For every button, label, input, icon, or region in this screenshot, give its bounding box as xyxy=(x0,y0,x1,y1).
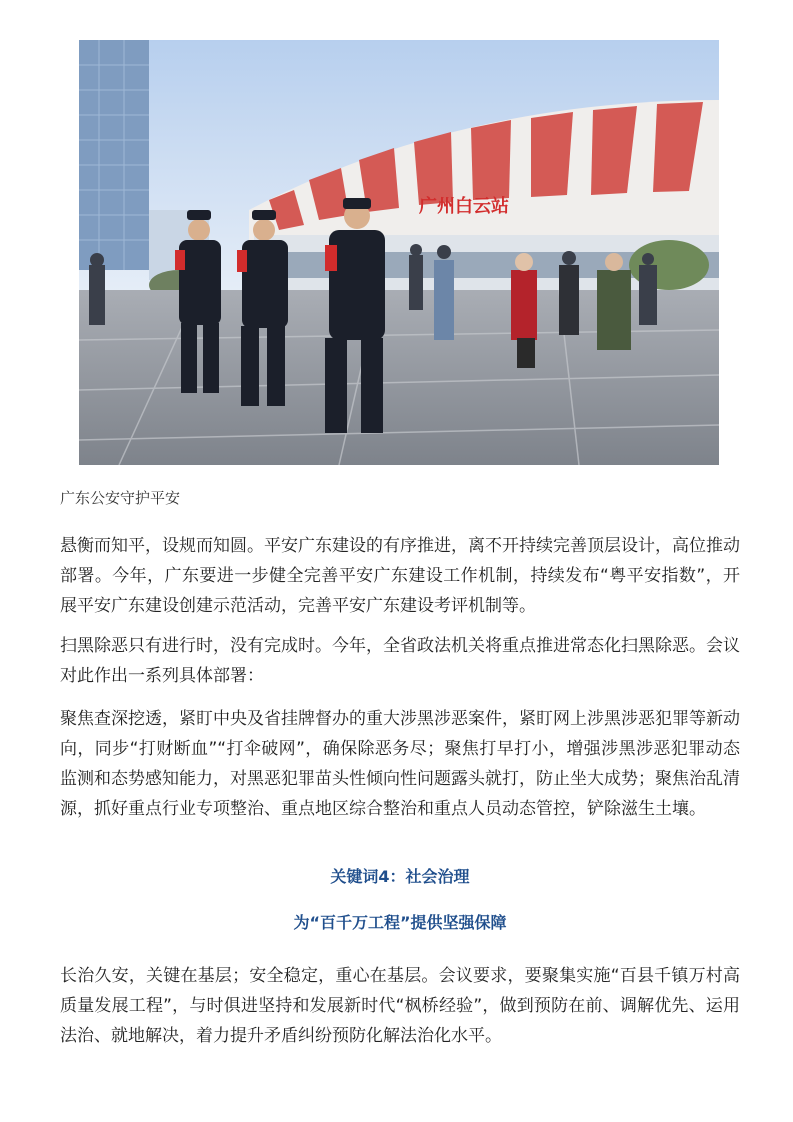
paragraph-anti-crime: 扫黑除恶只有进行时，没有完成时。今年，全省政法机关将重点推进常态化扫黑除恶。会议对此作出一系列具体部署： xyxy=(60,636,740,686)
sub-heading: 为“百千万工程”提供坚强保障 xyxy=(293,913,507,932)
keyword-heading: 关键词4：社会治理 xyxy=(330,867,470,886)
station-sign: 广州白云站 xyxy=(419,196,509,217)
photo-caption: 广东公安守护平安 xyxy=(60,489,181,507)
paragraph-anti-crime-details: 聚焦查深挖透，紧盯中央及省挂牌督办的重大涉黑涉恶案件，紧盯网上涉黑涉恶犯罪等新动向，同步“打财断血”“打伞破网”，确保除恶务尽；聚焦打早打小，增强涉黑涉恶犯罪动态监测和态势感知能力，对黑恶犯罪苗头性倾向性问题露头就打，防止坐大成势；聚焦治乱清源，抓好重点行业专项整治、重点地区综合整治和重点人员动态管控，铲除滋生土壤。 xyxy=(60,709,740,819)
news-photo xyxy=(79,40,719,465)
paragraph-top-level-design: 悬衡而知平，设规而知圆。平安广东建设的有序推进，离不开持续完善顶层设计，高位推动部署。今年，广东要进一步健全完善平安广东建设工作机制，持续发布“粤平安指数”，开展平安广东建设创建示范活动，完善平安广东建设考评机制等。 xyxy=(60,536,740,616)
paragraph-grassroots: 长治久安，关键在基层；安全稳定，重心在基层。会议要求，要聚集实施“百县千镇万村高质量发展工程”，与时俱进坚持和发展新时代“枫桥经验”，做到预防在前、调解优先、运用法治、就地解决，着力提升矛盾纠纷预防化解法治化水平。 xyxy=(60,966,740,1046)
